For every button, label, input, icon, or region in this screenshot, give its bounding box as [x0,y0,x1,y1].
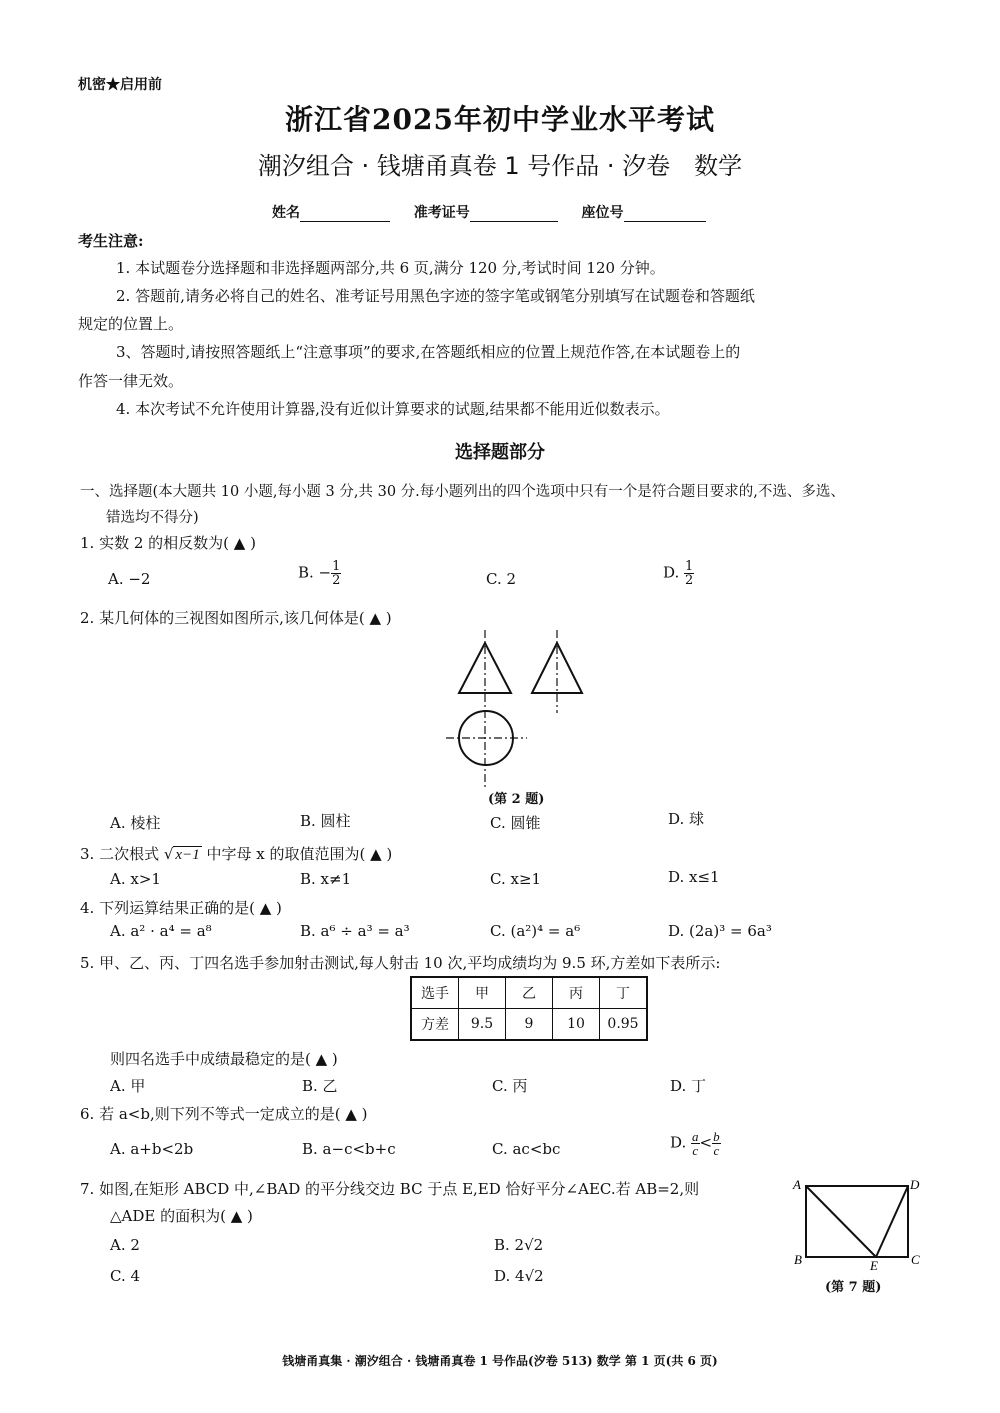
q2-option-b[interactable]: B. 圆柱 [300,812,351,830]
point-label-d: D [910,1177,920,1192]
q6-option-b[interactable]: B. a−c<b+c [302,1140,396,1158]
notice-item-3-cont: 作答一律无效。 [78,372,184,390]
q7-option-b[interactable]: B. 2√2 [494,1236,544,1254]
section-title: 选择题部分 [455,442,545,463]
q1-stem: 1. 实数 2 的相反数为( ▲ ) [80,534,256,552]
q6-option-c[interactable]: C. ac<bc [492,1140,561,1158]
name-label: 姓名 [272,205,300,221]
table-cell: 选手 [411,977,459,1009]
table-cell: 甲 [459,977,506,1009]
q5-option-c[interactable]: C. 丙 [492,1077,528,1095]
page-footer: 钱塘甬真集 · 潮汐组合 · 钱塘甬真卷 1 号作品(汐卷 513) 数学 第 1 页(共 6 页) [282,1354,718,1368]
candidate-fields [272,202,706,222]
q3-stem [80,843,392,864]
q6-option-d[interactable] [670,1130,721,1157]
q6-option-d-right-fraction [712,1130,721,1157]
q7-option-d[interactable]: D. 4√2 [494,1267,544,1285]
q2-option-a[interactable]: A. 棱柱 [110,814,161,832]
notice-item-4: 4. 本次考试不允许使用计算器,没有近似计算要求的试题,结果都不能用近似数表示。 [116,400,670,418]
q5-sub-question: 则四名选手中成绩最稳定的是( ▲ ) [110,1050,338,1068]
segment-ae [806,1186,876,1257]
confidential-mark: 机密★启用前 [78,77,162,93]
q5-option-d[interactable]: D. 丁 [670,1077,707,1095]
q5-stem: 5. 甲、乙、丙、丁四名选手参加射击测试,每人射击 10 次,平均成绩均为 9.5 环,方差如下表所示: [80,954,721,972]
q1-option-b-fraction [331,560,341,587]
section-intro-line1: 一、选择题(本大题共 10 小题,每小题 3 分,共 30 分.每小题列出的四个选项中只有一个是符合题目要求的,不选、多选、 [80,484,845,500]
table-cell: 丁 [600,977,648,1009]
q3-stem-post: 中字母 x 的取值范围为( ▲ ) [201,845,393,863]
fraction-numerator: b [713,1129,720,1144]
fraction-numerator: 1 [332,559,341,574]
table-cell: 丙 [553,977,600,1009]
notice-item-2-cont: 规定的位置上。 [78,315,184,333]
fraction-denominator: 2 [685,573,694,588]
q3-option-a[interactable]: A. x>1 [110,870,161,888]
q1-option-c[interactable]: C. 2 [486,570,517,588]
fraction-numerator: a [692,1129,699,1144]
q6-option-a[interactable]: A. a+b<2b [110,1140,194,1158]
q4-option-a[interactable]: A. a² · a⁴ = a⁸ [110,922,212,940]
table-cell: 9.5 [459,1009,506,1041]
q2-stem: 2. 某几何体的三视图如图所示,该几何体是( ▲ ) [80,609,392,627]
notice-item-1: 1. 本试题卷分选择题和非选择题两部分,共 6 页,满分 120 分,考试时间 120 分钟。 [116,259,665,277]
q2-option-c[interactable]: C. 圆锥 [490,814,541,832]
q6-option-d-left-fraction [691,1130,700,1157]
q3-option-d[interactable]: D. x≤1 [668,868,720,886]
q4-option-d[interactable]: D. (2a)³ = 6a³ [668,922,772,940]
exam-subtitle: 潮汐组合 · 钱塘甬真卷 1 号作品 · 汐卷 数学 [257,152,743,180]
table-cell: 10 [553,1009,600,1041]
q1-option-d[interactable] [663,560,694,587]
fraction-denominator: 2 [332,573,341,588]
radical-sign: √ [163,845,174,863]
fraction-numerator: 1 [685,559,694,574]
table-row [411,1009,647,1041]
q2-three-view-figure [440,628,600,788]
point-label-c: C [911,1252,920,1267]
section-intro-line2: 错选均不得分) [106,510,199,526]
name-field[interactable] [300,207,390,222]
seat-field[interactable] [624,207,706,222]
point-label-e: E [870,1258,878,1272]
q5-option-b[interactable]: B. 乙 [302,1077,338,1095]
q1-option-b-prefix: B. − [298,563,332,582]
q3-stem-pre: 3. 二次根式 [80,845,164,863]
q1-option-b[interactable] [298,560,341,587]
seat-label: 座位号 [581,205,624,221]
exam-id-label: 准考证号 [413,205,470,221]
q7-rectangle-figure [790,1172,930,1272]
table-cell: 方差 [411,1009,459,1041]
notice-item-3: 3、答题时,请按照答题纸上“注意事项”的要求,在答题纸相应的位置上规范作答,在本试题卷上的 [116,343,741,361]
fraction-denominator: c [692,1143,699,1158]
q7-caption: (第 7 题) [825,1280,882,1295]
segment-de [876,1186,908,1257]
q7-option-c[interactable]: C. 4 [110,1267,141,1285]
q3-radicand: x−1 [175,847,200,863]
fraction-denominator: c [713,1143,720,1158]
q3-option-b[interactable]: B. x≠1 [300,870,352,888]
q4-option-c[interactable]: C. (a²)⁴ = a⁶ [490,922,581,940]
q6-option-d-prefix: D. [670,1133,692,1152]
table-cell: 乙 [506,977,553,1009]
q2-option-d[interactable]: D. 球 [668,810,705,828]
exam-title: 浙江省2025年初中学业水平考试 [285,103,715,136]
table-cell: 0.95 [600,1009,648,1041]
q1-option-d-prefix: D. [663,563,685,582]
point-label-a: A [793,1177,801,1192]
notice-item-2: 2. 答题前,请务必将自己的姓名、准考证号用黑色字迹的签字笔或钢笔分别填写在试题卷和答题纸 [116,287,755,305]
q2-caption: (第 2 题) [488,792,545,807]
exam-id-field[interactable] [470,207,558,222]
notice-heading: 考生注意: [78,232,144,250]
table-header-row [411,977,647,1009]
q1-option-d-fraction [684,560,694,587]
q5-variance-table [410,976,648,1041]
q1-option-a[interactable]: A. −2 [108,570,151,588]
table-cell: 9 [506,1009,553,1041]
q7-stem-line2: △ADE 的面积为( ▲ ) [110,1207,253,1225]
less-than-sign: < [699,1133,713,1152]
q5-option-a[interactable]: A. 甲 [110,1077,146,1095]
q4-stem: 4. 下列运算结果正确的是( ▲ ) [80,899,282,917]
q7-option-a[interactable]: A. 2 [110,1236,140,1254]
q7-stem-line1: 7. 如图,在矩形 ABCD 中,∠BAD 的平分线交边 BC 于点 E,ED 恰好平分∠AEC.若 AB=2,则 [80,1180,700,1198]
q6-stem: 6. 若 a<b,则下列不等式一定成立的是( ▲ ) [80,1105,368,1123]
point-label-b: B [794,1252,802,1267]
q4-option-b[interactable]: B. a⁶ ÷ a³ = a³ [300,922,410,940]
q3-option-c[interactable]: C. x≥1 [490,870,542,888]
